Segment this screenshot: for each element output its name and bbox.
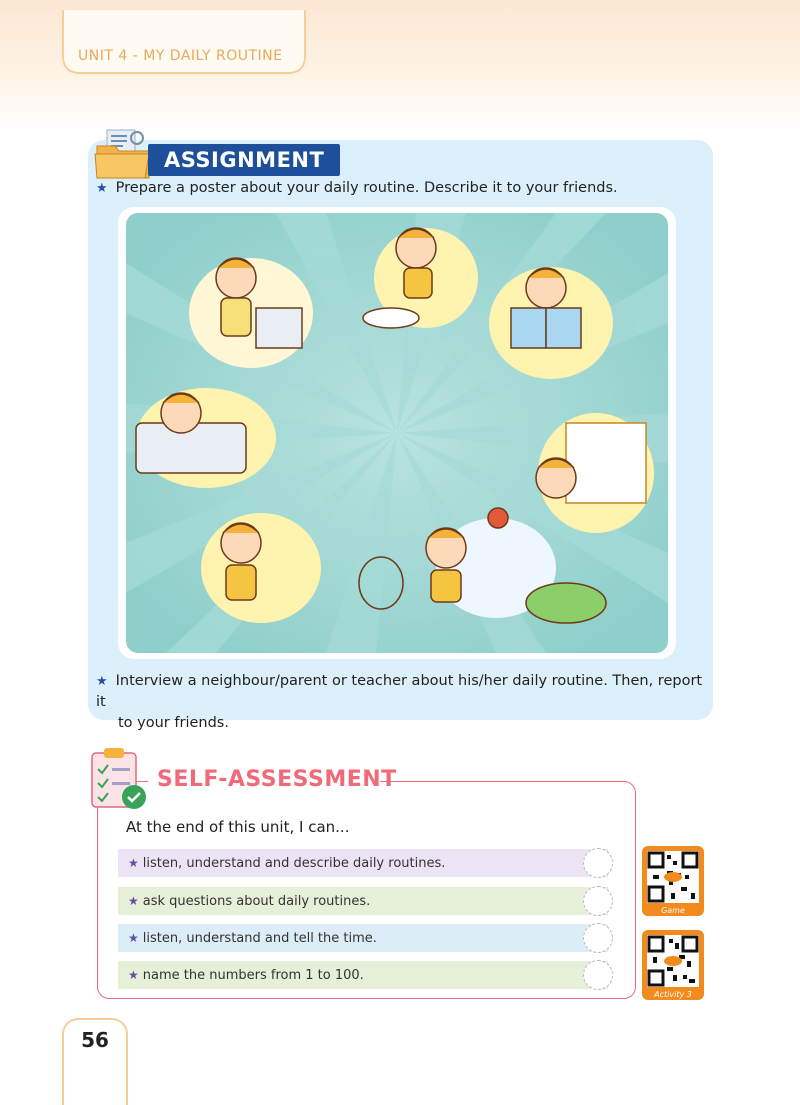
daily-routine-illustration <box>126 213 668 653</box>
checkbox-circle[interactable] <box>583 848 613 878</box>
qr-label: Game <box>661 906 685 915</box>
assignment-task-2: ★ Interview a neighbour/parent or teacher about his/her daily routine. Then, report it to your friends. <box>96 673 703 731</box>
qr-code-game[interactable] <box>642 846 704 916</box>
qr-code-icon <box>647 851 699 903</box>
assignment-task-1: ★ Prepare a poster about your daily routine. Describe it to your friends. <box>96 180 618 196</box>
checklist-icon <box>88 745 152 813</box>
qr-code-icon <box>647 935 699 987</box>
checkbox-circle[interactable] <box>583 960 613 990</box>
unit-tab <box>62 10 306 74</box>
assignment-title: ASSIGNMENT <box>148 144 340 176</box>
self-assessment-item: ★ name the numbers from 1 to 100. <box>118 961 608 989</box>
star-icon: ★ <box>96 674 108 689</box>
qr-label: Activity 3 <box>654 990 692 999</box>
self-assessment-item: ★ listen, understand and describe daily routines. <box>118 849 608 877</box>
star-icon: ★ <box>128 894 139 908</box>
checkbox-circle[interactable] <box>583 886 613 916</box>
self-assessment-title: SELF-ASSESSMENT <box>157 767 397 792</box>
star-icon: ★ <box>128 931 139 945</box>
self-assessment-item: ★ listen, understand and tell the time. <box>118 924 608 952</box>
star-icon: ★ <box>96 181 108 196</box>
star-icon: ★ <box>128 856 139 870</box>
page-number-tab <box>62 1018 128 1105</box>
qr-code-activity-3[interactable] <box>642 930 704 1000</box>
page-number: 56 <box>81 1028 109 1052</box>
unit-title: UNIT 4 - MY DAILY ROUTINE <box>78 48 283 64</box>
star-icon: ★ <box>128 968 139 982</box>
folder-icon <box>93 128 153 180</box>
checkbox-circle[interactable] <box>583 923 613 953</box>
self-assessment-intro: At the end of this unit, I can... <box>126 818 350 836</box>
poster-illustration <box>118 207 676 659</box>
self-assessment-item: ★ ask questions about daily routines. <box>118 887 608 915</box>
